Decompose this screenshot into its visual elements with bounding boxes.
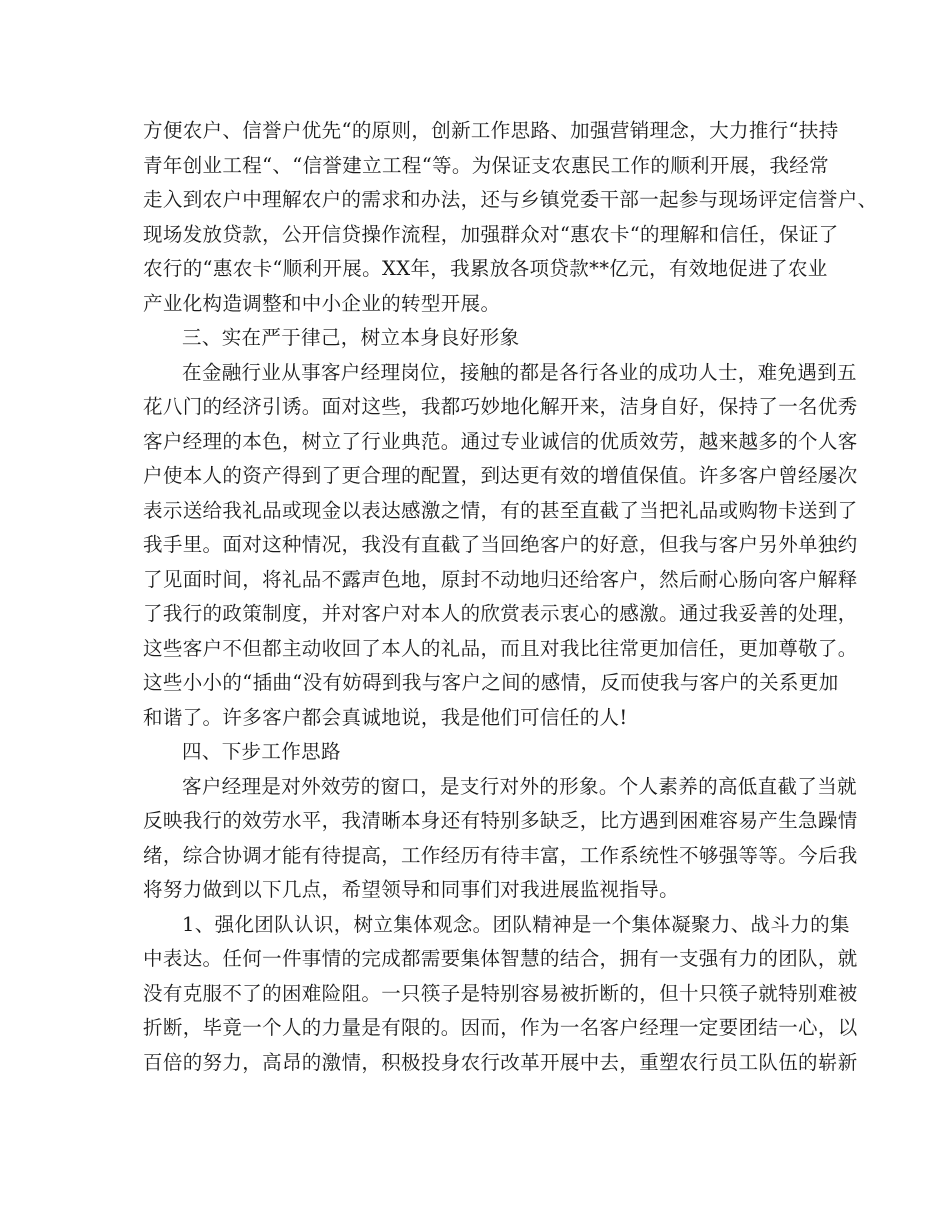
paragraph-line-indented: 客户经理是对外效劳的窗口，是支行对外的形象。个人素养的高低直截了当就 [182, 774, 857, 798]
paragraph-line: 户使本人的资产得到了更合理的配置，到达更有效的增值保值。许多客户曾经屡次 [143, 464, 858, 487]
paragraph-line: 和谐了。许多客户都会真诚地说，我是他们可信任的人! [143, 705, 628, 729]
paragraph-line: 青年创业工程“、“信誉建立工程“等。为保证支农惠民工作的顺利开展，我经常 [143, 153, 830, 177]
paragraph-line: 没有克服不了的困难险阻。一只筷子是特别容易被折断的，但十只筷子就特别难被 [143, 981, 858, 1005]
paragraph-line: 花八门的经济引诱。面对这些，我都巧妙地化解开来，洁身自好，保持了一名优秀 [143, 395, 858, 418]
paragraph-line-indented: 在金融行业从事客户经理岗位，接触的都是各行各业的成功人士，难免遇到五 [182, 360, 857, 384]
paragraph-line: 方便农户、信誉户优先“的原则，创新工作思路、加强营销理念，大力推行“扶持 [143, 119, 839, 142]
paragraph-line: 中表达。任何一件事情的完成都需要集体智慧的结合，拥有一支强有力的团队，就 [143, 947, 858, 970]
paragraph-line: 了见面时间，将礼品不露声色地，原封不动地归还给客户，然后耐心肠向客户解释 [143, 567, 858, 591]
paragraph-line: 绪，综合协调才能有待提高，工作经历有待丰富，工作系统性不够强等等。今后我 [143, 843, 858, 867]
paragraph-line: 折断，毕竟一个人的力量是有限的。因而，作为一名客户经理一定要团结一心，以 [143, 1016, 858, 1039]
paragraph-line: 这些客户不但都主动收回了本人的礼品，而且对我比往常更加信任，更加尊敬了。 [143, 636, 858, 660]
paragraph-line: 农行的“惠农卡“顺利开展。XX年，我累放各项贷款**亿元，有效地促进了农业 [143, 257, 828, 280]
paragraph-line: 走入到农户中理解农户的需求和办法，还与乡镇党委干部一起参与现场评定信誉户、 [143, 188, 878, 211]
paragraph-line-indented: 四、下步工作思路 [182, 740, 341, 763]
paragraph-line-indented: 1、强化团队认识，树立集体观念。团队精神是一个集体凝聚力、战斗力的集 [182, 912, 850, 936]
paragraph-line: 产业化构造调整和中小企业的转型开展。 [143, 291, 501, 315]
paragraph-line-indented: 三、实在严于律己，树立本身良好形象 [182, 326, 520, 349]
paragraph-line: 现场发放贷款，公开信贷操作流程，加强群众对“惠农卡“的理解和信任，保证了 [143, 222, 839, 246]
paragraph-line: 将努力做到以下几点，希望领导和同事们对我进展监视指导。 [143, 878, 679, 901]
paragraph-line: 反映我行的效劳水平，我清晰本身还有特别多缺乏，比方遇到困难容易产生急躁情 [143, 809, 858, 832]
paragraph-line: 表示送给我礼品或现金以表达感激之情，有的甚至直截了当把礼品或购物卡送到了 [143, 498, 858, 522]
paragraph-line: 这些小小的“插曲“没有妨碍到我与客户之间的感情，反而使我与客户的关系更加 [143, 671, 839, 694]
paragraph-line: 我手里。面对这种情况，我没有直截了当回绝客户的好意，但我与客户另外单独约 [143, 533, 858, 556]
paragraph-line: 了我行的政策制度，并对客户对本人的欣赏表示衷心的感激。通过我妥善的处理， [143, 602, 858, 625]
paragraph-line: 客户经理的本色，树立了行业典范。通过专业诚信的优质效劳，越来越多的个人客 [143, 429, 858, 453]
paragraph-line: 百倍的努力，高昂的激情，积极投身农行改革开展中去，重塑农行员工队伍的崭新 [143, 1050, 858, 1074]
